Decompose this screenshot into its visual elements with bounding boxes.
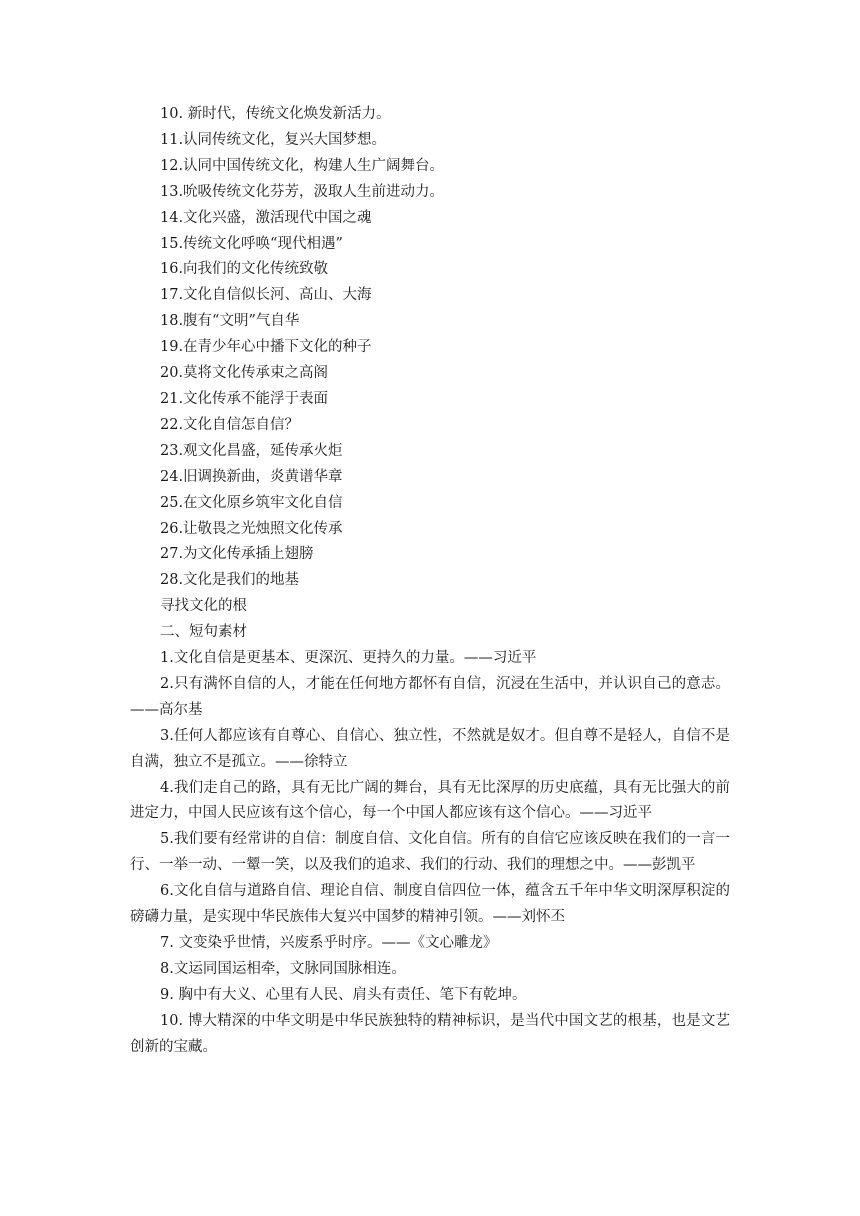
title-item-13: 13.吮吸传统文化芬芳，汲取人生前进动力。 [160,183,445,200]
title-item-12: 12.认同中国传统文化，构建人生广阔舞台。 [160,157,445,174]
document-body [130,102,730,1061]
quote-item-9: 9. 胸中有大义、心里有人民、肩头有责任、笔下有乾坤。 [160,986,527,1003]
title-item-24: 24.旧调换新曲，炎黄谱华章 [160,468,343,485]
title-item-11: 11.认同传统文化，复兴大国梦想。 [160,131,387,148]
title-item-26: 26.让敬畏之光烛照文化传承 [160,520,343,537]
title-item-19: 19.在青少年心中播下文化的种子 [160,339,372,356]
quote-item-3: 3.任何人都应该有自尊心、自信心、独立性，不然就是奴才。但自尊不是轻人，自信不是自满，独立不是孤立。——徐特立 [130,727,730,770]
quote-item-8: 8.文运同国运相牵，文脉同国脉相连。 [160,960,406,977]
title-item-27: 27.为文化传承插上翅膀 [160,546,314,563]
title-item-25: 25.在文化原乡筑牢文化自信 [160,494,343,511]
quote-item-10: 10. 博大精深的中华文明是中华民族独特的精神标识，是当代中国文艺的根基，也是文艺创新的宝藏。 [130,1012,730,1055]
quote-item-7: 7. 文变染乎世情，兴废系乎时序。——《文心雕龙》 [160,935,498,951]
quote-item-6: 6.文化自信与道路自信、理论自信、制度自信四位一体，蕴含五千年中华文明深厚积淀的磅礴力量，是实现中华民族伟大复兴中国梦的精神引领。——刘怀丕 [130,883,730,926]
title-item-21: 21.文化传承不能浮于表面 [160,390,329,407]
title-item-28: 28.文化是我们的地基 [160,572,300,589]
title-item-18: 18.腹有“文明”气自华 [160,313,300,330]
title-item-root: 寻找文化的根 [160,598,247,615]
title-item-10: 10. 新时代，传统文化焕发新活力。 [160,106,391,122]
title-item-15: 15.传统文化呼唤“现代相遇” [160,235,343,252]
title-item-17: 17.文化自信似长河、高山、大海 [160,287,372,304]
section-heading: 二、短句素材 [160,624,247,641]
title-item-23: 23.观文化昌盛，延传承火炬 [160,442,343,459]
title-item-16: 16.向我们的文化传统致敬 [160,261,329,278]
title-item-22: 22.文化自信怎自信？ [160,416,300,433]
title-item-20: 20.莫将文化传承束之高阁 [160,365,329,382]
quote-item-5: 5.我们要有经常讲的自信：制度自信、文化自信。所有的自信它应该反映在我们的一言一行、一举一动、一颦一笑，以及我们的追求、我们的行动、我们的理想之中。——彭凯平 [130,831,730,874]
title-item-14: 14.文化兴盛，激活现代中国之魂 [160,209,372,226]
quote-item-4: 4.我们走自己的路，具有无比广阔的舞台，具有无比深厚的历史底蕴，具有无比强大的前进定力，中国人民应该有这个信心，每一个中国人都应该有这个信心。——习近平 [130,779,730,822]
quote-item-1: 1.文化自信是更基本、更深沉、更持久的力量。——习近平 [160,650,537,667]
quote-item-2: 2.只有满怀自信的人，才能在任何地方都怀有自信，沉浸在生活中，并认识自己的意志。——高尔基 [130,675,730,718]
